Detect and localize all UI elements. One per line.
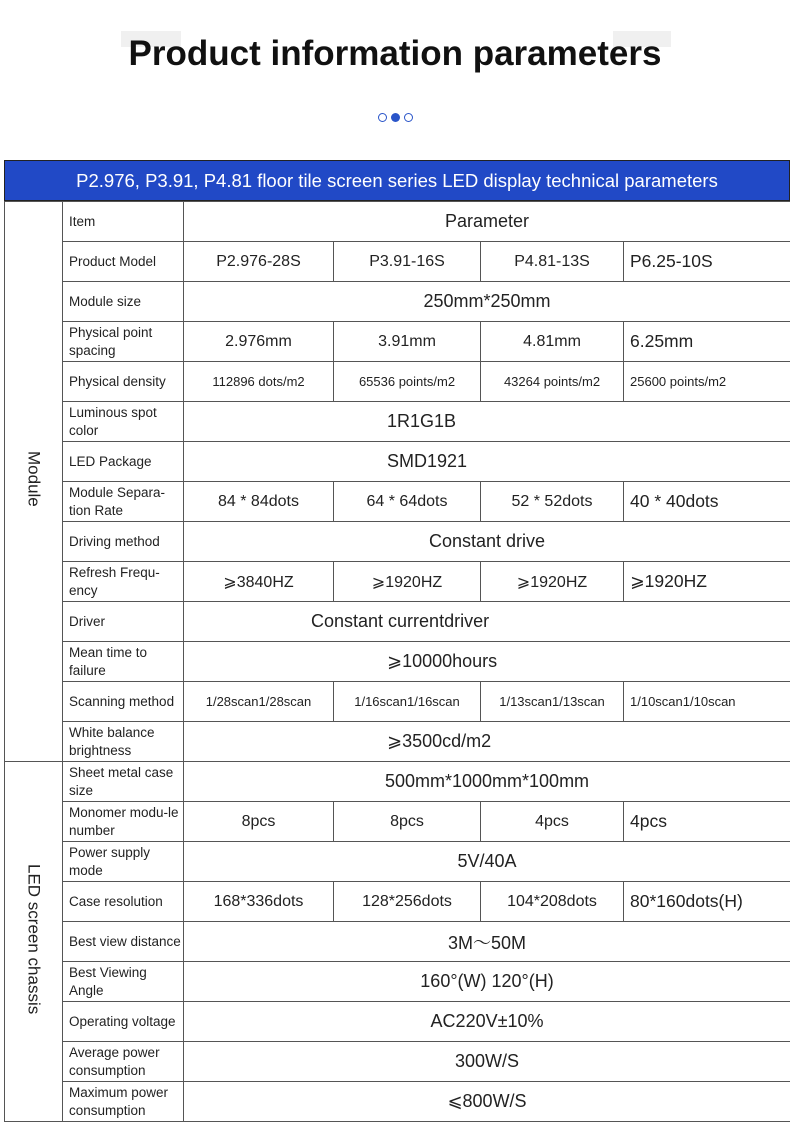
row-label: Item [63, 202, 184, 242]
row-label: LED Package [63, 442, 184, 482]
table-cell: ⩾1920HZ [481, 562, 624, 602]
table-cell: 40 * 40dots [624, 482, 790, 522]
row-label: Power supply mode [63, 842, 184, 882]
table-row [5, 1002, 790, 1042]
row-label: Scanning method [63, 682, 184, 722]
table-cell: 4pcs [481, 802, 624, 842]
table-cell: ⩾3500cd/m2 [184, 722, 790, 762]
row-label: Luminous spot color [63, 402, 184, 442]
table-cell: 128*256dots [334, 882, 481, 922]
table-row [5, 642, 790, 682]
table-cell: 1R1G1B [184, 402, 790, 442]
table-cell: P6.25-10S [624, 242, 790, 282]
row-label: Sheet metal case size [63, 762, 184, 802]
table-cell: 168*336dots [184, 882, 334, 922]
row-label: Maximum power consumption [63, 1082, 184, 1122]
row-label: Driving method [63, 522, 184, 562]
table-cell: 3.91mm [334, 322, 481, 362]
pagination-dots [378, 113, 414, 123]
table-cell: 80*160dots(H) [624, 882, 790, 922]
row-label: Best view distance [63, 922, 184, 962]
table-row [5, 762, 790, 802]
table-cell: 3M～50M [184, 922, 790, 962]
table-cell: 52 * 52dots [481, 482, 624, 522]
section-label-module: Module [5, 202, 63, 762]
table-cell: 65536 points/m2 [334, 362, 481, 402]
table-cell: ⩾1920HZ [334, 562, 481, 602]
table-cell: 5V/40A [184, 842, 790, 882]
row-label: Operating voltage [63, 1002, 184, 1042]
table-row [5, 242, 790, 282]
table-row [5, 882, 790, 922]
table-cell: 4pcs [624, 802, 790, 842]
dot-icon [378, 113, 387, 122]
table-cell: 84 * 84dots [184, 482, 334, 522]
section-label-chassis: LED screen chassis [5, 762, 63, 1122]
dot-icon [404, 113, 413, 122]
table-cell: 500mm*1000mm*100mm [184, 762, 790, 802]
table-cell: Parameter [184, 202, 790, 242]
row-label: Driver [63, 602, 184, 642]
table-cell: 6.25mm [624, 322, 790, 362]
table-row [5, 202, 790, 242]
table-cell: 1/10scan1/10scan [624, 682, 790, 722]
table-cell: 8pcs [184, 802, 334, 842]
table-cell: P3.91-16S [334, 242, 481, 282]
table-cell: AC220V±10% [184, 1002, 790, 1042]
table-row [5, 1042, 790, 1082]
table-cell: ⩽800W/S [184, 1082, 790, 1122]
row-label: Best Viewing Angle [63, 962, 184, 1002]
table-cell: 104*208dots [481, 882, 624, 922]
table-cell: 1/16scan1/16scan [334, 682, 481, 722]
table-cell: 1/13scan1/13scan [481, 682, 624, 722]
row-label: Average power consumption [63, 1042, 184, 1082]
table-cell: 4.81mm [481, 322, 624, 362]
row-label: Module size [63, 282, 184, 322]
table-row [5, 322, 790, 362]
row-label: Module Separa-tion Rate [63, 482, 184, 522]
table-cell: 112896 dots/m2 [184, 362, 334, 402]
table-row [5, 962, 790, 1002]
table-row [5, 482, 790, 522]
page-title: Product information parameters [128, 34, 662, 73]
table-cell: SMD1921 [184, 442, 790, 482]
table-row [5, 842, 790, 882]
table-cell: 160°(W) 120°(H) [184, 962, 790, 1002]
table-row [5, 922, 790, 962]
table-row [5, 602, 790, 642]
table-cell: P4.81-13S [481, 242, 624, 282]
row-label: Case resolution [63, 882, 184, 922]
table-row [5, 722, 790, 762]
table-cell: 64 * 64dots [334, 482, 481, 522]
table-row [5, 402, 790, 442]
row-label: Refresh Frequ-ency [63, 562, 184, 602]
row-label: Physical density [63, 362, 184, 402]
dot-active-icon [391, 113, 400, 122]
table-cell: ⩾1920HZ [624, 562, 790, 602]
table-row [5, 562, 790, 602]
row-label: Product Model [63, 242, 184, 282]
table-cell: 25600 points/m2 [624, 362, 790, 402]
row-label: Physical point spacing [63, 322, 184, 362]
table-cell: 2.976mm [184, 322, 334, 362]
table-cell: ⩾3840HZ [184, 562, 334, 602]
table-cell: Constant currentdriver [184, 602, 790, 642]
table-row [5, 442, 790, 482]
table-cell: ⩾10000hours [184, 642, 790, 682]
spec-table [4, 201, 790, 1122]
table-cell: 250mm*250mm [184, 282, 790, 322]
row-label: Mean time to failure [63, 642, 184, 682]
table-row [5, 362, 790, 402]
table-row [5, 1082, 790, 1122]
table-row [5, 802, 790, 842]
row-label: White balance brightness [63, 722, 184, 762]
table-cell: 300W/S [184, 1042, 790, 1082]
table-cell: 43264 points/m2 [481, 362, 624, 402]
row-label: Monomer modu-le number [63, 802, 184, 842]
table-cell: P2.976-28S [184, 242, 334, 282]
table-row [5, 682, 790, 722]
table-cell: 8pcs [334, 802, 481, 842]
table-row [5, 282, 790, 322]
table-banner: P2.976, P3.91, P4.81 floor tile screen series LED display technical parameters [4, 160, 790, 201]
table-cell: Constant drive [184, 522, 790, 562]
table-row [5, 522, 790, 562]
table-cell: 1/28scan1/28scan [184, 682, 334, 722]
